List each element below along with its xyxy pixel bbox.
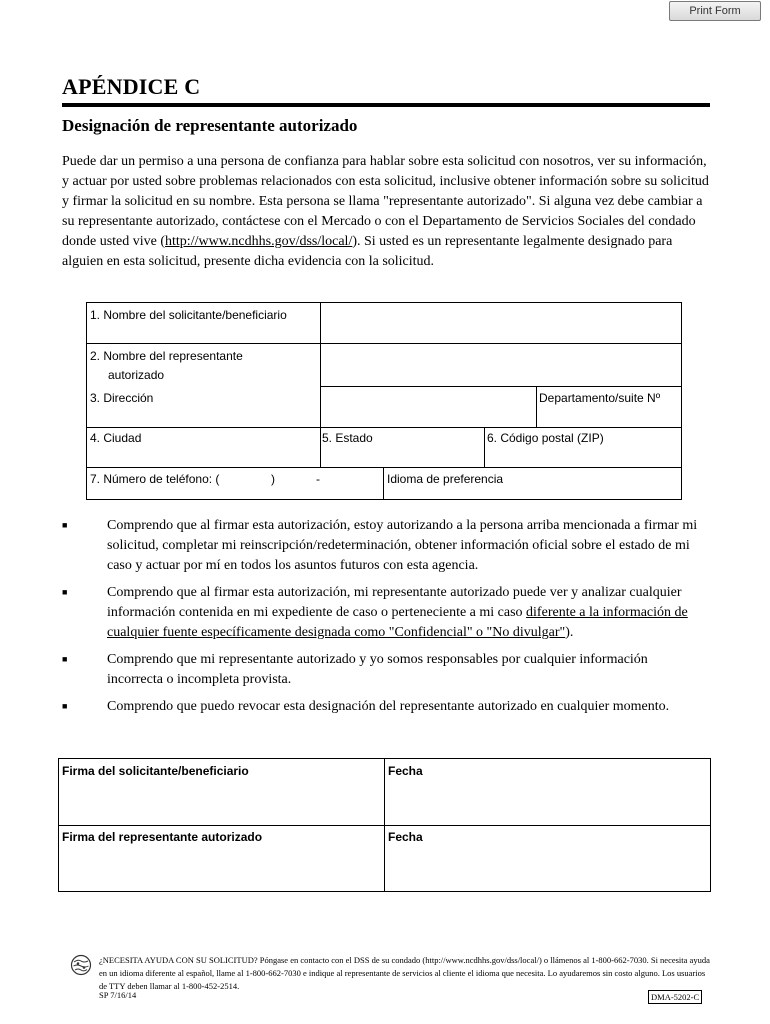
table-border-right bbox=[681, 302, 682, 500]
print-form-button[interactable]: Print Form bbox=[669, 1, 761, 21]
col-divider-main bbox=[320, 302, 321, 467]
applicant-date-field[interactable] bbox=[388, 784, 710, 824]
intro-text-2: ). Si usted es un representante legalmente designado para alguien en esta solicitud, presente dicha evidencia con la solicitud. bbox=[62, 234, 673, 269]
bullet-marker: ■ bbox=[62, 654, 68, 664]
row-divider-1 bbox=[86, 343, 682, 344]
applicant-signature-label: Firma del solicitante/beneficiario bbox=[62, 764, 249, 778]
date-label-2: Fecha bbox=[388, 830, 423, 844]
intro-paragraph bbox=[62, 152, 710, 272]
acknowledgement-2 bbox=[107, 583, 707, 643]
zip-input[interactable] bbox=[488, 447, 682, 466]
city-label: 4. Ciudad bbox=[90, 431, 142, 445]
rep-name-input[interactable] bbox=[324, 348, 680, 384]
rep-signature-label: Firma del representante autorizado bbox=[62, 830, 263, 844]
state-input[interactable] bbox=[324, 447, 484, 466]
phone-close-paren: ) bbox=[271, 472, 275, 486]
applicant-name-label: 1. Nombre del solicitante/beneficiario bbox=[90, 308, 287, 322]
table-border-left bbox=[86, 302, 87, 500]
title-rule bbox=[62, 103, 710, 107]
page-title: APÉNDICE C bbox=[62, 74, 201, 99]
acknowledgement-2-text: Comprendo que al firmar esta autorización, mi representante autorizado puede ver y analizar cualquier información contenida en mi expediente de caso o perteneciente a mi caso bbox=[107, 585, 682, 620]
bullet-marker: ■ bbox=[62, 701, 68, 711]
row-divider-2 bbox=[320, 386, 682, 387]
applicant-name-input[interactable] bbox=[324, 308, 680, 340]
table-border-top bbox=[86, 302, 682, 303]
sig-col-divider bbox=[384, 758, 385, 892]
bullet-marker: ■ bbox=[62, 587, 68, 597]
phone-label: 7. Número de teléfono: ( bbox=[90, 472, 220, 486]
form-version: SP 7/16/14 bbox=[99, 990, 137, 1000]
apt-suite-label: Departamento/suite Nº bbox=[539, 391, 661, 405]
dss-local-link[interactable]: http://www.ncdhhs.gov/dss/local/ bbox=[165, 234, 353, 249]
col-divider-zip bbox=[484, 427, 485, 467]
table-border-bottom bbox=[86, 499, 682, 500]
language-input[interactable] bbox=[516, 472, 680, 490]
apt-suite-input[interactable] bbox=[540, 408, 682, 427]
bullet-marker: ■ bbox=[62, 520, 68, 530]
phone-area-code-input[interactable] bbox=[238, 472, 272, 490]
phone-prefix-input[interactable] bbox=[280, 472, 316, 490]
acknowledgement-4: Comprendo que puedo revocar esta designación del representante autorizado en cualquier momento. bbox=[107, 699, 670, 714]
language-label: Idioma de preferencia bbox=[387, 472, 504, 486]
section-subtitle: Designación de representante autorizado bbox=[62, 116, 358, 135]
address-input[interactable] bbox=[324, 392, 536, 426]
row-divider-3 bbox=[86, 427, 682, 428]
form-id-badge: DMA-5202-C bbox=[648, 990, 702, 1004]
state-label: 5. Estado bbox=[322, 431, 373, 445]
col-divider-language bbox=[383, 467, 384, 499]
phone-line-input[interactable] bbox=[324, 472, 382, 490]
zip-label: 6. Código postal (ZIP) bbox=[487, 431, 604, 445]
row-divider-4 bbox=[86, 467, 682, 468]
acknowledgement-2-underlined: diferente a la información de cualquier fuente específicamente designada como "Confidencial" o "No divulgar" bbox=[107, 605, 688, 640]
col-divider-apt bbox=[536, 386, 537, 427]
address-label: 3. Dirección bbox=[90, 391, 154, 405]
rep-name-label-line2: autorizado bbox=[108, 368, 165, 382]
sig-border-right bbox=[710, 758, 711, 892]
rep-date-field[interactable] bbox=[388, 850, 710, 890]
date-label-1: Fecha bbox=[388, 764, 423, 778]
rep-signature-field[interactable] bbox=[62, 850, 384, 890]
language-help-icon bbox=[70, 954, 92, 976]
rep-name-label-line1: 2. Nombre del representante bbox=[90, 349, 243, 363]
acknowledgement-3: Comprendo que mi representante autorizado y yo somos responsables por cualquier información incorrecta o incompleta provista. bbox=[107, 652, 648, 687]
phone-dash: - bbox=[316, 472, 320, 486]
acknowledgement-2-end: ). bbox=[565, 625, 574, 640]
footer-help-text: ¿NECESITA AYUDA CON SU SOLICITUD? Póngase en contacto con el DSS de su condado (http://www.ncdhhs.gov/dss/local/) o llámenos al 1-800-662-7030. Si necesita ayuda en un idioma diferente al español, llame al 1-800-662-7030 e indique al representante de servicios al cliente el idioma que necesita. Lo ayudaremos sin costo alguno. Los usuarios de TTY deben llamar al 1-800-452-2514. bbox=[99, 955, 710, 991]
sig-border-left bbox=[58, 758, 59, 892]
applicant-signature-field[interactable] bbox=[62, 784, 384, 824]
intro-text-1: Puede dar un permiso a una persona de confianza para hablar sobre esta solicitud con nosotros, ver su información, y actuar por usted sobre problemas relacionados con esta solicitud, inclusive obtener información sobre su solicitud y firmar la solicitud en su nombre. Esta persona se llama "representante autorizado". Si alguna vez debe cambiar a su representante autorizado, contáctese con el Mercado o con el Departamento de Servicios Sociales del condado donde usted vive ( bbox=[62, 154, 709, 249]
acknowledgement-1: Comprendo que al firmar esta autorización, estoy autorizando a la persona arriba mencionada a firmar mi solicitud, completar mi reinscripción/redeterminación, obtener información oficial sobre el estado de mi caso y actuar por mí en todos los asuntos futuros con esta agencia. bbox=[107, 518, 698, 573]
city-input[interactable] bbox=[90, 447, 320, 466]
